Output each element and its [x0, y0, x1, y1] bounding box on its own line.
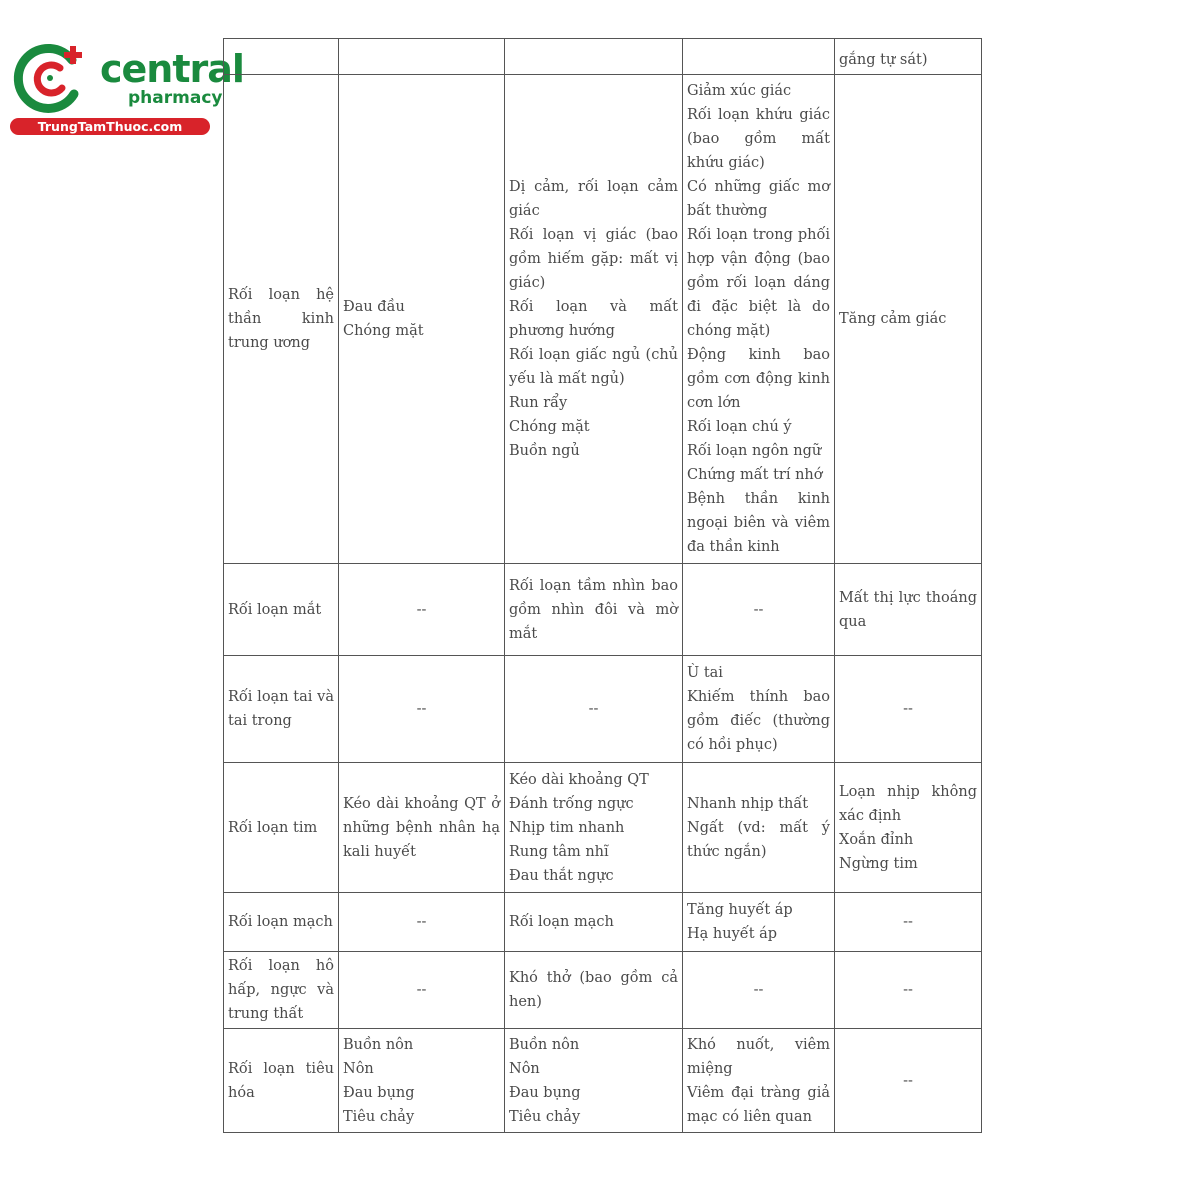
effect-text: Chứng mất trí nhớ	[687, 467, 823, 483]
effect-text: Nôn	[343, 1060, 374, 1077]
table-row	[224, 656, 982, 763]
effect-cell-c5	[835, 1029, 982, 1133]
central-pharmacy-logo-mark-icon	[10, 38, 90, 118]
organ-system-cell	[224, 564, 339, 656]
effect-cell-c3	[505, 39, 683, 75]
effect-text: --	[903, 1072, 913, 1089]
effect-text: Bệnh thần kinh ngoại biên và viêm đa thần kinh	[687, 491, 830, 555]
effect-text: Run rẩy	[509, 395, 568, 411]
organ-system-text: Rối loạn mạch	[228, 914, 333, 930]
effect-text: Nhịp tim nhanh	[509, 819, 625, 836]
table-row	[224, 75, 982, 564]
effect-text: --	[416, 914, 427, 930]
effect-text: Viêm đại tràng giả mạc có liên quan	[687, 1084, 830, 1125]
effect-text: Hạ huyết áp	[687, 926, 778, 942]
effect-text: Đau bụng	[509, 1084, 581, 1101]
effect-cell-c5	[835, 952, 982, 1029]
effect-text: --	[753, 982, 764, 998]
effect-text: --	[903, 701, 913, 717]
organ-system-text: Rối loạn mắt	[228, 601, 322, 618]
effect-cell-c5	[835, 763, 982, 893]
table-row	[224, 952, 982, 1029]
table-row	[224, 763, 982, 893]
effect-text: Nhanh nhịp thất	[687, 795, 809, 812]
effect-text: --	[903, 982, 913, 998]
effect-cell-c4	[683, 952, 835, 1029]
adverse-effects-table	[223, 38, 982, 1133]
logo-sub: pharmacy	[128, 88, 223, 108]
effect-text: Rối loạn tầm nhìn bao gồm nhìn đôi và mờ mắt	[509, 577, 678, 642]
effect-cell-c3	[505, 893, 683, 952]
effect-cell-c2	[339, 75, 505, 564]
effect-cell-c2	[339, 893, 505, 952]
effect-cell-c2	[339, 39, 505, 75]
effect-cell-c2	[339, 1029, 505, 1133]
effect-cell-c2	[339, 952, 505, 1029]
organ-system-cell	[224, 656, 339, 763]
effect-text: --	[588, 701, 599, 717]
effect-text: Khó thở (bao gồm cả hen)	[509, 970, 678, 1010]
effect-text: Rối loạn chú ý	[687, 419, 792, 435]
effect-text: Ngừng tim	[839, 855, 918, 872]
effect-cell-c5	[835, 75, 982, 564]
effect-cell-c3	[505, 75, 683, 564]
effect-cell-c4	[683, 763, 835, 893]
effect-cell-c5	[835, 39, 982, 75]
effect-cell-c4	[683, 39, 835, 75]
logo-url: TrungTamThuoc.com	[10, 118, 210, 135]
organ-system-text: Rối loạn tiêu hóa	[228, 1060, 334, 1101]
organ-system-cell	[224, 763, 339, 893]
table-row	[224, 1029, 982, 1133]
organ-system-cell	[224, 39, 339, 75]
organ-system-text: Rối loạn hô hấp, ngực và trung thất	[228, 958, 334, 1022]
effect-text: --	[753, 601, 764, 618]
effect-cell-c4	[683, 656, 835, 763]
organ-system-cell	[224, 1029, 339, 1133]
effect-text: Tiêu chảy	[343, 1108, 415, 1125]
effect-cell-c3	[505, 763, 683, 893]
effect-text: Rối loạn ngôn ngữ	[687, 443, 822, 459]
effect-cell-c4	[683, 75, 835, 564]
effect-text: Động kinh bao gồm cơn động kinh cơn lớn	[687, 347, 830, 411]
effect-cell-c3	[505, 1029, 683, 1133]
effect-text: Rối loạn giấc ngủ (chủ yếu là mất ngủ)	[509, 347, 678, 387]
effect-text: Rối loạn mạch	[509, 914, 614, 930]
organ-system-cell	[224, 75, 339, 564]
effect-text: gắng tự sát)	[839, 52, 928, 68]
effect-text: Dị cảm, rối loạn cảm giác	[509, 179, 678, 219]
organ-system-text: Rối loạn hệ thần kinh trung ương	[228, 287, 334, 351]
effect-text: Khó nuốt, viêm miệng	[687, 1036, 830, 1077]
effect-cell-c2	[339, 656, 505, 763]
effect-cell-c3	[505, 952, 683, 1029]
organ-system-text: Rối loạn tim	[228, 819, 318, 836]
effect-text: Chóng mặt	[509, 419, 590, 435]
effect-text: Buồn ngủ	[509, 443, 580, 459]
effect-text: Rối loạn khứu giác (bao gồm mất khứu giác)	[687, 107, 830, 171]
effect-cell-c4	[683, 893, 835, 952]
table-row	[224, 893, 982, 952]
effect-text: Đánh trống ngực	[509, 795, 634, 812]
effect-text: Đau bụng	[343, 1084, 415, 1101]
effect-text: Rung tâm nhĩ	[509, 843, 609, 860]
effect-text: --	[416, 982, 427, 998]
table-row	[224, 39, 982, 75]
effect-text: Tiêu chảy	[509, 1108, 581, 1125]
effect-text: Ù tai	[687, 665, 723, 681]
effect-text: Rối loạn và mất phương hướng	[509, 299, 678, 339]
effect-text: --	[416, 601, 427, 618]
effect-cell-c5	[835, 893, 982, 952]
effect-cell-c5	[835, 656, 982, 763]
effect-text: Tăng cảm giác	[839, 311, 947, 327]
effect-text: Có những giấc mơ bất thường	[687, 179, 830, 219]
effect-text: Ngất (vd: mất ý thức ngắn)	[687, 819, 830, 860]
effect-text: Đau thắt ngực	[509, 867, 614, 884]
table-row	[224, 564, 982, 656]
effect-text: Rối loạn vị giác (bao gồm hiếm gặp: mất vị giác)	[509, 227, 678, 291]
effect-text: Mất thị lực thoáng qua	[839, 589, 977, 630]
effect-text: Tăng huyết áp	[687, 902, 793, 918]
effect-text: Kéo dài khoảng QT	[509, 771, 649, 788]
organ-system-cell	[224, 952, 339, 1029]
effect-text: Loạn nhịp không xác định	[839, 783, 977, 824]
effect-text: Buồn nôn	[343, 1036, 414, 1053]
effect-cell-c2	[339, 763, 505, 893]
effect-cell-c4	[683, 564, 835, 656]
effect-cell-c5	[835, 564, 982, 656]
effect-text: Kéo dài khoảng QT ở những bệnh nhân hạ kali huyết	[343, 795, 500, 860]
effect-text: Đau đầu	[343, 299, 405, 315]
organ-system-text: Rối loạn tai và tai trong	[228, 689, 334, 729]
effect-cell-c3	[505, 564, 683, 656]
central-pharmacy-logo	[10, 38, 244, 138]
effect-text: --	[416, 701, 427, 717]
effect-cell-c4	[683, 1029, 835, 1133]
effect-text: Chóng mặt	[343, 323, 424, 339]
logo-brand: central	[100, 47, 244, 91]
effect-text: Xoắn đỉnh	[839, 831, 914, 848]
effect-text: Giảm xúc giác	[687, 83, 792, 99]
effect-cell-c3	[505, 656, 683, 763]
organ-system-cell	[224, 893, 339, 952]
effect-text: Rối loạn trong phối hợp vận động (bao gồm rối loạn dáng đi đặc biệt là do chóng mặt)	[687, 227, 830, 339]
effect-text: Nôn	[509, 1060, 540, 1077]
effect-cell-c2	[339, 564, 505, 656]
effect-text: Buồn nôn	[509, 1036, 580, 1053]
effect-text: Khiếm thính bao gồm điếc (thường có hồi phục)	[687, 689, 830, 753]
effect-text: --	[903, 914, 913, 930]
